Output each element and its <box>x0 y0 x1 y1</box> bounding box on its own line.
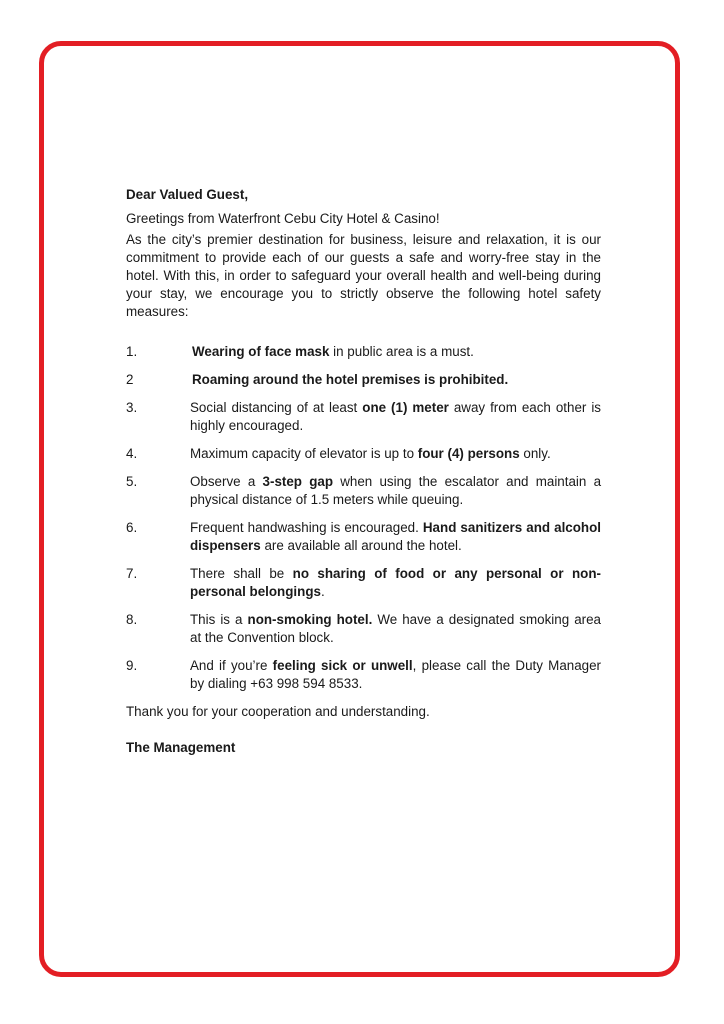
item-number: 7. <box>126 566 138 581</box>
item-number: 6. <box>126 520 138 535</box>
intro-paragraph: As the city’s premier destination for business, leisure and relaxation, it is our commitment to provide each of our guests a safe and worry-free stay in the hotel. With this, in order to safeguard your overall health and well-being during your stay, we encourage you to strictly observe the following hotel safety measures: <box>126 232 601 319</box>
list-item <box>126 371 601 389</box>
item-number: 4. <box>126 446 138 461</box>
item-text: Frequent handwashing is encouraged. Hand sanitizers and alcohol dispensers are available all around the hotel. <box>190 520 602 553</box>
list-item <box>126 445 601 463</box>
item-text: And if you’re feeling sick or unwell, please call the Duty Manager by dialing +63 998 594 8533. <box>190 658 602 691</box>
item-text: This is a non-smoking hotel. We have a designated smoking area at the Convention block. <box>190 612 602 645</box>
list-item <box>126 519 601 555</box>
item-text: Wearing of face mask in public area is a must. <box>192 344 474 359</box>
item-number: 5. <box>126 474 138 489</box>
safety-measures-list <box>126 343 601 693</box>
item-number: 8. <box>126 612 138 627</box>
item-number: 1. <box>126 344 138 359</box>
letter-body <box>126 186 601 757</box>
list-item <box>126 657 601 693</box>
item-text: Observe a 3-step gap when using the escalator and maintain a physical distance of 1.5 meters while queuing. <box>190 474 602 507</box>
item-text: Maximum capacity of elevator is up to four (4) persons only. <box>190 446 551 461</box>
thank-you-line: Thank you for your cooperation and understanding. <box>126 704 430 719</box>
item-text: There shall be no sharing of food or any personal or non-personal belongings. <box>190 566 601 599</box>
list-item <box>126 611 601 647</box>
signature: The Management <box>126 740 236 755</box>
item-number: 3. <box>126 400 138 415</box>
list-item <box>126 565 601 601</box>
greeting: Greetings from Waterfront Cebu City Hotel & Casino! <box>126 211 440 226</box>
list-item <box>126 399 601 435</box>
item-text: Roaming around the hotel premises is prohibited. <box>192 372 509 387</box>
item-number: 2 <box>126 372 134 387</box>
item-text: Social distancing of at least one (1) meter away from each other is highly encouraged. <box>190 400 601 433</box>
list-item <box>126 473 601 509</box>
item-number: 9. <box>126 658 138 673</box>
salutation: Dear Valued Guest, <box>126 187 249 202</box>
list-item <box>126 343 601 361</box>
